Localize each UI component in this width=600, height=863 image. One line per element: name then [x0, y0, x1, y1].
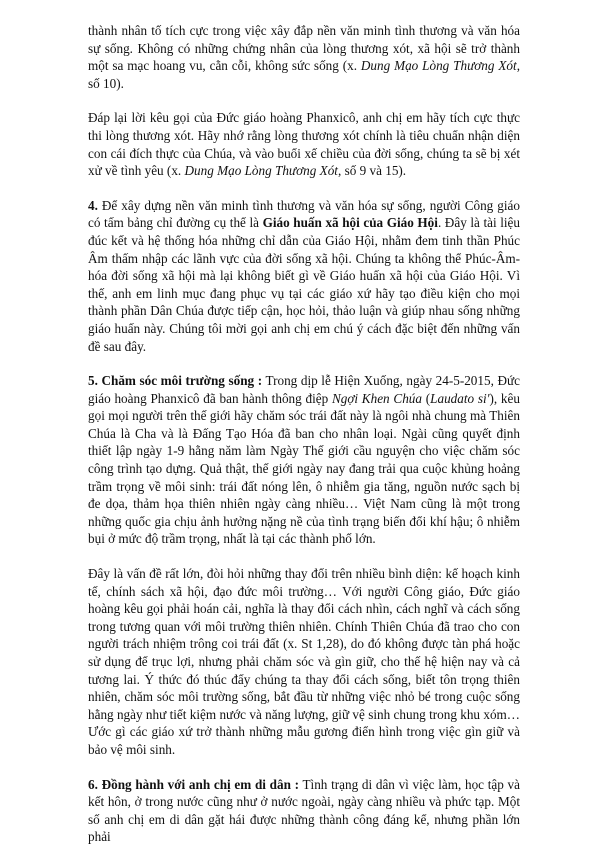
paragraph-1-text-a: thành nhân tố tích cực trong việc xây đắp nền văn minh tình thương và văn hóa sự sống. Không có những chứng nhân của lòng thương xót, xã hội sẽ trở thành một sa mạc hoang vu, cằn cỗi, không sức sống (x.	[88, 23, 520, 74]
section-6-heading: 6. Đồng hành với anh chị em di dân :	[88, 776, 300, 792]
section-4-number: 4.	[88, 197, 98, 213]
section-4-text-a: Để xây dựng nền văn minh tình thương và văn hóa sự sống, người Công giáo có tấm bảng chỉ đường cụ thể là	[88, 197, 520, 231]
paragraph-2-citation: Dung Mạo Lòng Thương Xót	[184, 163, 338, 179]
section-4-paragraph	[88, 197, 520, 355]
section-5-heading: 5. Chăm sóc môi trường sống :	[88, 373, 263, 389]
section-5-continuation-text: Đây là vấn đề rất lớn, đòi hỏi những thay đổi trên nhiều bình diện: kế hoạch kinh tế, chính sách xã hội, đạo đức môi trường… Với người Công giáo, Đức giáo hoàng kêu gọi phải hoán cải, nghĩa là thay đổi cách nhìn, cách nghĩ và cách sống trong tương quan với môi trường thiên nhiên. Chính Thiên Chúa đã trao cho con người trách nhiệm trông coi trái đất (x. St 1,28), do đó không được tàn phá hoặc sử dụng để trục lợi, nhưng phải chăm sóc và gìn giữ, cho thế hệ hiện nay và cả tương lai. Ý thức đó thúc đẩy chúng ta thay đổi cách sống, biết tôn trọng thiên nhiên, chăm sóc môi trường sống, bắt đầu từ những việc nhỏ bé trong cuộc sống hằng ngày như tiết kiệm nước và năng lượng, giữ vệ sinh chung trong khu xóm… Ước gì các giáo xứ trở thành những mẫu gương điển hình trong việc gìn giữ và bảo vệ môi sinh.	[88, 566, 520, 757]
section-5-encyclical-latin: Laudato si'	[430, 390, 490, 406]
paragraph-1-citation: Dung Mạo Lòng Thương Xót	[360, 58, 517, 74]
section-4-text-b: . Đây là tài liệu đúc kết và hệ thống hóa những chỉ dẫn của Giáo Hội, nhằm đem tinh thần Phúc Âm thấm nhập các lãnh vực của đời sống xã hội. Chúng ta không thể Phúc-Âm-hóa đời sống xã hội mà lại không biết gì về Giáo huấn xã hội của Giáo Hội. Vì thế, anh em linh mục đang phục vụ tại các giáo xứ hãy tạo điều kiện cho mọi thành phần Dân Chúa được tiếp cận, học hỏi, thảo luận và giúp nhau sống những giáo huấn này. Chúng tôi mời gọi anh chị em chú ý cách đặc biệt đến những vấn đề sau đây.	[88, 215, 520, 354]
document-page	[88, 22, 520, 863]
paragraph-2-text-a: Đáp lại lời kêu gọi của Đức giáo hoàng Phanxicô, anh chị em hãy tích cực thực thi lòng thương xót. Hãy nhớ rằng lòng thương xót chính là tiêu chuẩn nhận diện con cái đích thực của Chúa, và vào buổi xế chiều của đời sống, chúng ta sẽ bị xét xử về tình yêu (x.	[88, 110, 520, 179]
section-5-text-b: (	[421, 390, 431, 406]
section-4-bold-term: Giáo huấn xã hội của Giáo Hội	[262, 215, 438, 231]
paragraph-1	[88, 22, 520, 92]
section-5-text-c: ), kêu gọi mọi người trên thế giới hãy chăm sóc trái đất này là ngôi nhà chung mà Thiên Chúa là Cha và là Đấng Tạo Hóa đã ban cho nhân loại. Ngài cũng quyết định thiết lập ngày 1-9 hằng năm làm Ngày Thế giới cầu nguyện cho việc chăm sóc công trình tạo dựng. Quả thật, thế giới ngày nay đang trải qua cuộc khủng hoảng trầm trọng về môi sinh: trái đất nóng lên, ô nhiễm gia tăng, nguồn nước sạch bị đe dọa, thảm họa thiên nhiên ngày càng nhiều… Việt Nam cũng là một trong những quốc gia chịu ảnh hưởng nặng nề của tình trạng biến đổi khí hậu; ô nhiễm bụi ở mức độ trầm trọng, nhất là tại các thành phố lớn.	[88, 390, 520, 547]
paragraph-2-text-b: , số 9 và 15).	[337, 163, 407, 179]
paragraph-1-text-b: , số 10).	[88, 58, 520, 91]
section-5-continuation	[88, 565, 520, 759]
section-5-paragraph	[88, 372, 520, 548]
section-5-text-a: Trong dịp lễ Hiện Xuống, ngày 24-5-2015, Đức giáo hoàng Phanxicô đã ban hành thông điệp	[88, 373, 520, 406]
section-5-encyclical-title: Ngợi Khen Chúa	[331, 390, 422, 406]
section-6-paragraph	[88, 776, 520, 846]
paragraph-2	[88, 109, 520, 179]
section-6-text: Tình trạng di dân vì việc làm, học tập và kết hôn, ở trong nước cũng như ở nước ngoài, ngày càng nhiều và phức tạp. Một số anh chị em di dân gặt hái được những thành công đáng kể, nhưng phần lớn phải	[88, 776, 520, 845]
